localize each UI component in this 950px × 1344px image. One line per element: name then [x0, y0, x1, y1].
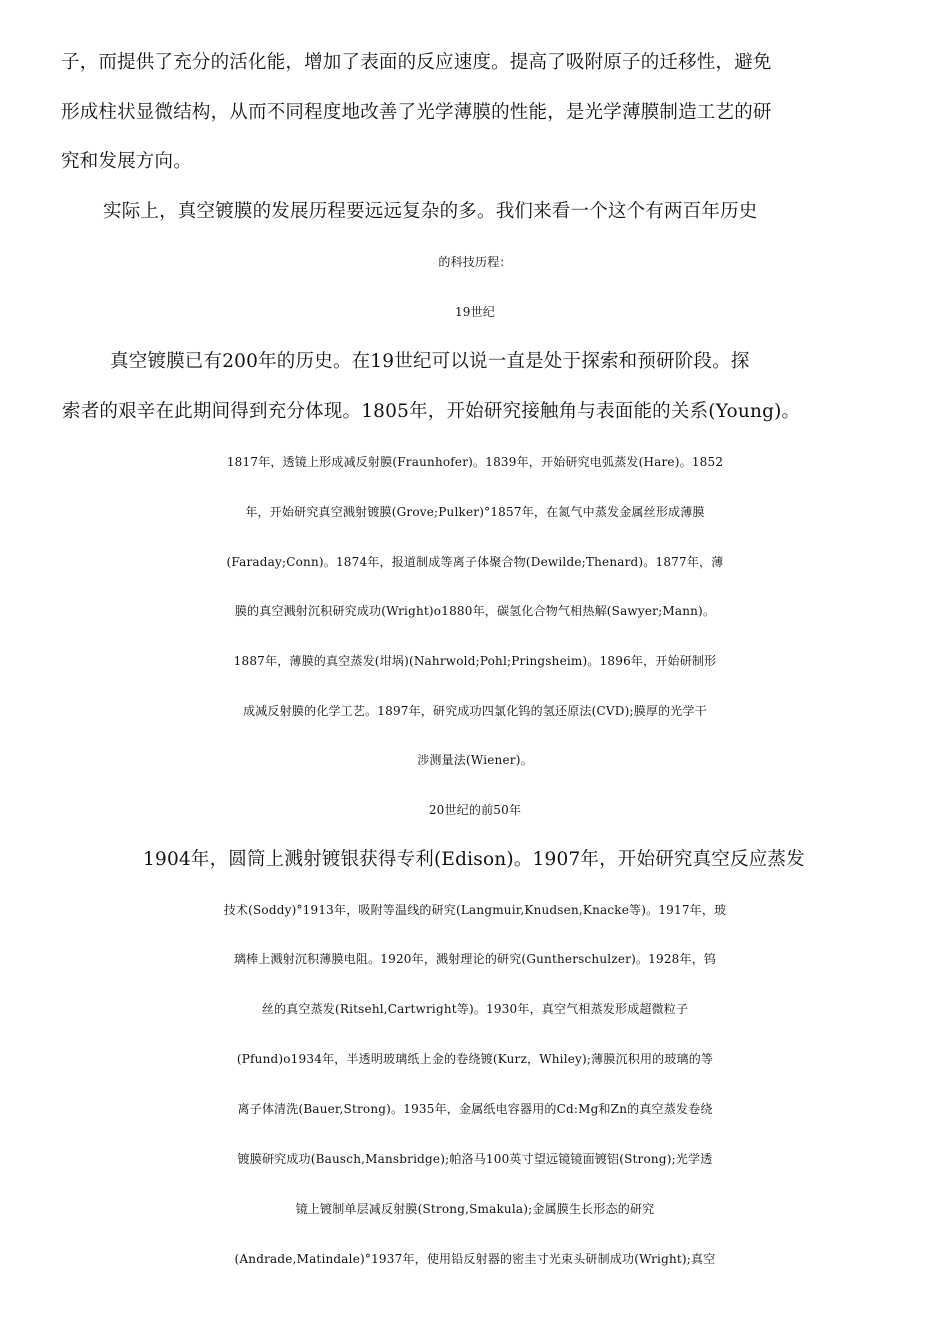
section-20-line-7: 镀膜研究成功(Bausch,Mansbridge);帕洛马100英寸望远镜镜面镀铝(Strong);光学透: [237, 1152, 713, 1166]
history-intro-line-1: 实际上，真空镀膜的发展历程要远远复杂的多。我们来看一个这个有两百年历史: [103, 201, 758, 222]
section-20-line-9: (Andrade,Matindale)°1937年，使用铅反射器的密圭寸光束头研制成功(Wright);真空: [234, 1252, 716, 1266]
section-20-line-6: 离子体清洗(Bauer,Strong)。1935年，金属纸电容器用的Cd:Mg和Zn的真空蒸发卷绕: [237, 1102, 713, 1116]
history-intro-line-2: 的科技历程：: [438, 255, 512, 269]
section-19-line-8: 成减反射膜的化学工艺。1897年，研究成功四氯化钨的氢还原法(CVD);膜厚的光学干: [243, 704, 707, 718]
section-20-line-8: 镜上镀制单层减反射膜(Strong,Smakula);金属膜生长形态的研究: [295, 1202, 655, 1216]
section-19-line-7: 1887年，薄膜的真空蒸发(坩埚)(Nahrwold;Pohl;Pringsheim)。1896年，开始研制形: [233, 654, 717, 668]
section-heading-19th-century: 19世纪: [454, 305, 496, 319]
section-19-line-5: (Faraday;Conn)。1874年，报道制成等离子体聚合物(Dewilde;Thenard)。1877年，薄: [226, 555, 724, 569]
section-19-line-4: 年，开始研究真空溅射镀膜(Grove;Pulker)°1857年，在氮气中蒸发金属丝形成薄膜: [245, 505, 705, 519]
intro-line-3: 究和发展方向。: [61, 151, 192, 172]
section-20-line-5: (Pfund)o1934年，半透明玻璃纸上金的卷绕镀(Kurz，Whiley);薄膜沉积用的玻璃的等: [236, 1052, 714, 1066]
section-heading-20th-century: 20世纪的前50年: [428, 803, 522, 817]
intro-line-2: 形成柱状显微结构，从而不同程度地改善了光学薄膜的性能，是光学薄膜制造工艺的研: [61, 102, 772, 123]
section-20-line-2: 技术(Soddy)°1913年，吸附等温线的研究(Langmuir,Knudsen,Knacke等)。1917年，玻: [223, 903, 727, 917]
section-19-line-9: 涉测量法(Wiener)。: [417, 753, 533, 767]
section-20-line-3: 璃棒上溅射沉积薄膜电阻。1920年，溅射理论的研究(Guntherschulzer)。1928年，钨: [233, 952, 717, 966]
section-19-line-1: 真空镀膜已有200年的历史。在19世纪可以说一直是处于探索和预研阶段。探: [110, 351, 750, 372]
section-19-line-2: 索者的艰辛在此期间得到充分体现。1805年，开始研究接触角与表面能的关系(Young)。: [62, 401, 801, 422]
section-20-line-4: 丝的真空蒸发(Ritsehl,Cartwright等)。1930年，真空气相蒸发形成超微粒子: [261, 1002, 689, 1016]
intro-line-1: 子，而提供了充分的活化能，增加了表面的反应速度。提高了吸附原子的迁移性，避免: [61, 52, 772, 73]
section-19-line-6: 膜的真空溅射沉积研究成功(Wright)o1880年，碳氢化合物气相热解(Sawyer;Mann)。: [234, 604, 716, 618]
section-20-line-1: 1904年，圆筒上溅射镀银获得专利(Edison)。1907年，开始研究真空反应蒸发: [143, 849, 805, 870]
section-19-line-3: 1817年，透镜上形成减反射膜(Fraunhofer)。1839年，开始研究电弧蒸发(Hare)。1852: [226, 455, 724, 469]
